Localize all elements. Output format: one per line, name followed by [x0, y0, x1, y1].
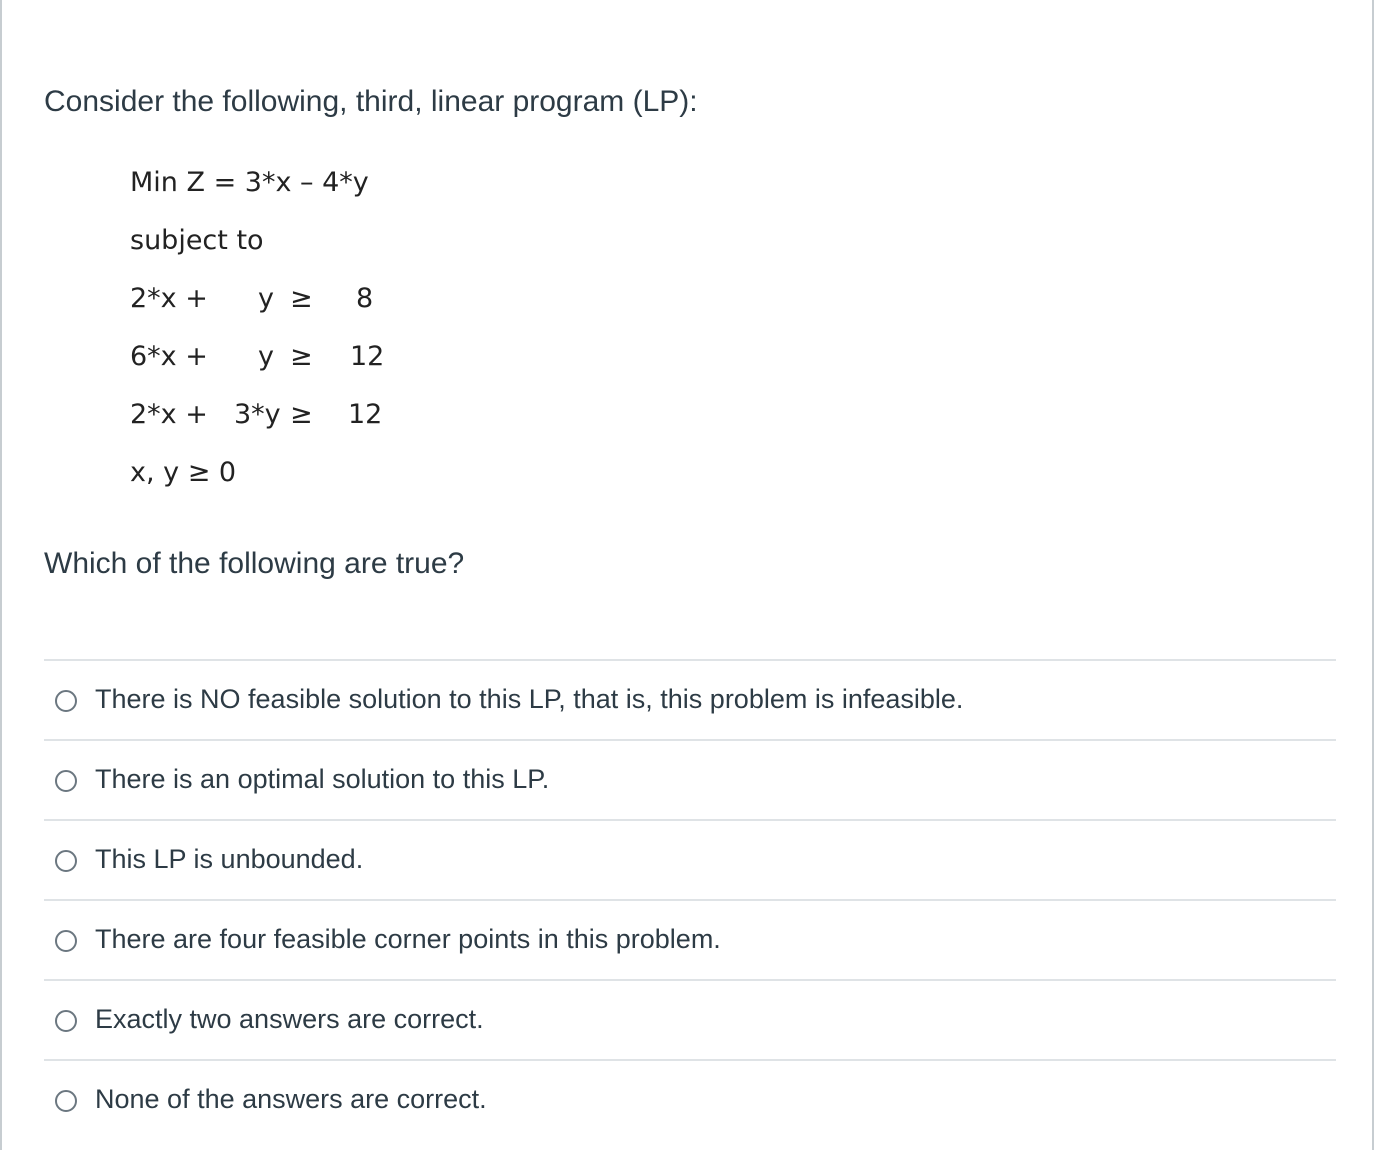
constraint-lhs-b: y — [258, 341, 274, 372]
radio-button[interactable] — [55, 1010, 77, 1032]
answer-label[interactable]: There is NO feasible solution to this LP, that is, this problem is infeasible. — [95, 684, 964, 714]
constraint-rhs: 12 — [348, 399, 383, 430]
question-intro: Consider the following, third, linear program (LP): — [44, 85, 698, 118]
answer-label[interactable]: This LP is unbounded. — [95, 844, 364, 874]
answer-option-4[interactable] — [44, 899, 1336, 979]
radio-button[interactable] — [55, 770, 77, 792]
constraint-lhs-a: 6*x + — [130, 341, 208, 372]
constraint-rhs: 12 — [350, 341, 385, 372]
answer-option-2[interactable] — [44, 739, 1336, 819]
lp-subject-to: subject to — [130, 225, 264, 256]
lp-nonnegativity: x, y ≥ 0 — [130, 457, 237, 488]
constraint-operator: ≥ — [290, 399, 313, 430]
constraint-lhs-b: 3*y — [234, 399, 281, 430]
answer-label[interactable]: Exactly two answers are correct. — [95, 1004, 484, 1034]
answer-option-3[interactable] — [44, 819, 1336, 899]
constraint-rhs: 8 — [356, 283, 374, 314]
question-prompt: Which of the following are true? — [44, 547, 465, 580]
constraint-operator: ≥ — [290, 341, 313, 372]
constraint-lhs-b: y — [258, 283, 274, 314]
radio-button[interactable] — [55, 690, 77, 712]
answer-option-6[interactable] — [44, 1059, 1336, 1139]
constraint-lhs-a: 2*x + — [130, 283, 208, 314]
answer-option-1[interactable] — [44, 659, 1336, 739]
radio-button[interactable] — [55, 930, 77, 952]
answer-label[interactable]: There are four feasible corner points in this problem. — [95, 924, 721, 954]
lp-objective: Min Z = 3*x – 4*y — [130, 167, 369, 198]
constraint-lhs-a: 2*x + — [130, 399, 208, 430]
answer-label[interactable]: None of the answers are correct. — [95, 1084, 487, 1114]
answer-label[interactable]: There is an optimal solution to this LP. — [95, 764, 550, 794]
radio-button[interactable] — [55, 850, 77, 872]
radio-button[interactable] — [55, 1090, 77, 1112]
answer-list — [44, 659, 1336, 1139]
answer-option-5[interactable] — [44, 979, 1336, 1059]
constraint-operator: ≥ — [290, 283, 313, 314]
